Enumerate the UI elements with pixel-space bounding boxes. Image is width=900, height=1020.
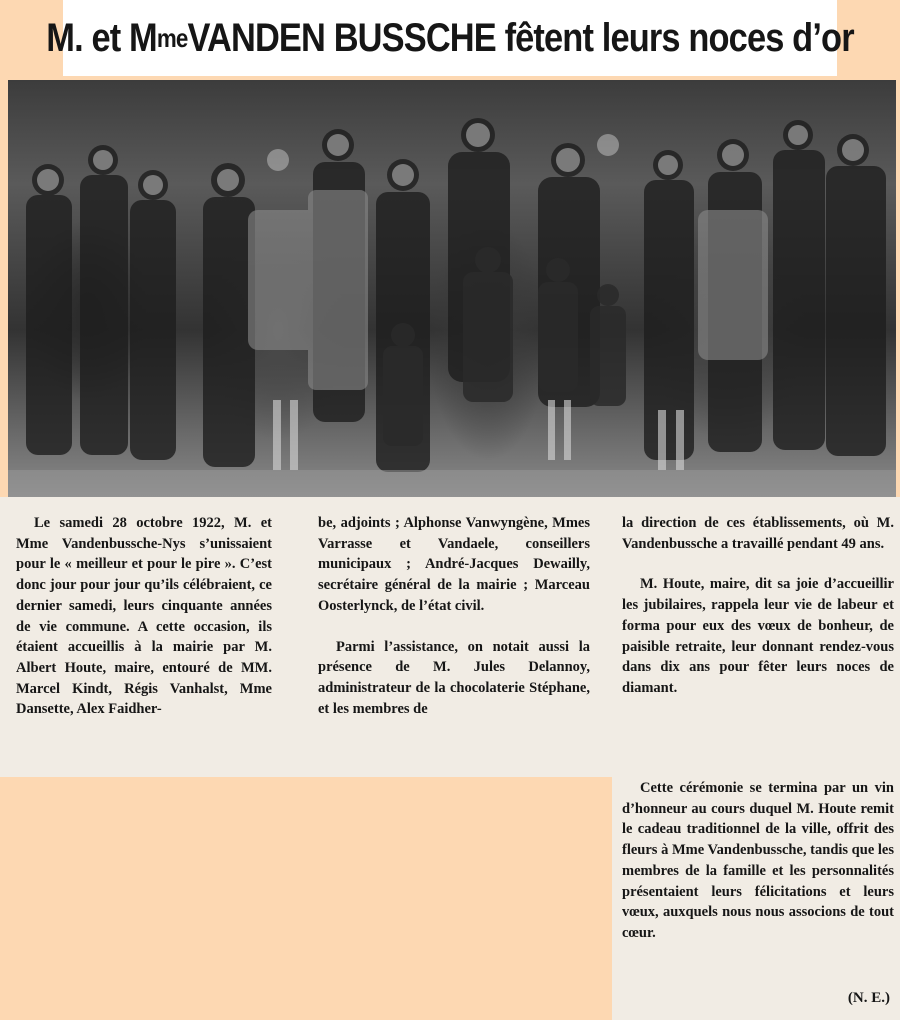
article-col4-text: Cette cérémonie se termina par un vin d’honneur au cours duquel M. Houte remit le cadeau traditionnel de la ville, offrit des fleurs à Mme Vandenbussche, tandis que les membres de la famille et les personnalités présentaient leurs félicitations et leurs vœux, auxquels nous nous associons de tout cœur. bbox=[622, 780, 894, 941]
signature: (N. E.) bbox=[847, 990, 890, 1006]
article-column-3 bbox=[622, 513, 894, 699]
article-col1-text: Le samedi 28 octobre 1922, M. et Mme Vandenbussche-Nys s’unissaient pour le « meilleur et pour le pire ». C’est donc jour pour jour qu’ils célébraient, ce dernier samedi, leurs cinquante années de vie commune. A cette occasion, ils étaient accueillis à la mairie par M. Albert Houte, maire, entouré de MM. Marcel Kindt, Régis Vanhalst, Mme Dansette, Alex Faidher- bbox=[16, 515, 272, 718]
article-column-1 bbox=[16, 513, 272, 720]
headline bbox=[46, 0, 854, 76]
article-col3-p2: M. Houte, maire, dit sa joie d’accueillir les jubilaires, rappela leur vie de labeur et forma pour eux des vœux de bonheur, de paisible retraite, leur donnant rendez-vous dans dix ans pour fêter leurs noces de diamant. bbox=[622, 576, 894, 696]
group-photo bbox=[8, 80, 896, 497]
group-photo-figures bbox=[8, 80, 896, 497]
headline-part2: VANDEN BUSSCHE fêtent leurs noces d’or bbox=[187, 15, 854, 60]
article-col2-p1: be, adjoints ; Alphonse Vanwyngène, Mmes Varrasse et Vandaele, conseillers municipaux ; André-Jacques Dewailly, secrétaire général de la mairie ; Marceau Oosterlynck, de l’état civil. bbox=[318, 515, 590, 614]
article-column-2 bbox=[318, 513, 590, 719]
headline-sup: me bbox=[156, 22, 188, 53]
article-column-4 bbox=[622, 778, 894, 944]
article-col2-p2: Parmi l’assistance, on notait aussi la présence de M. Jules Delannoy, administrateur de la chocolaterie Stéphane, et les membres de bbox=[318, 638, 590, 717]
headline-part1: M. et M bbox=[46, 15, 157, 60]
article-col3-p1: la direction de ces établissements, où M. Vandenbussche a travaillé pendant 49 ans. bbox=[622, 515, 894, 552]
